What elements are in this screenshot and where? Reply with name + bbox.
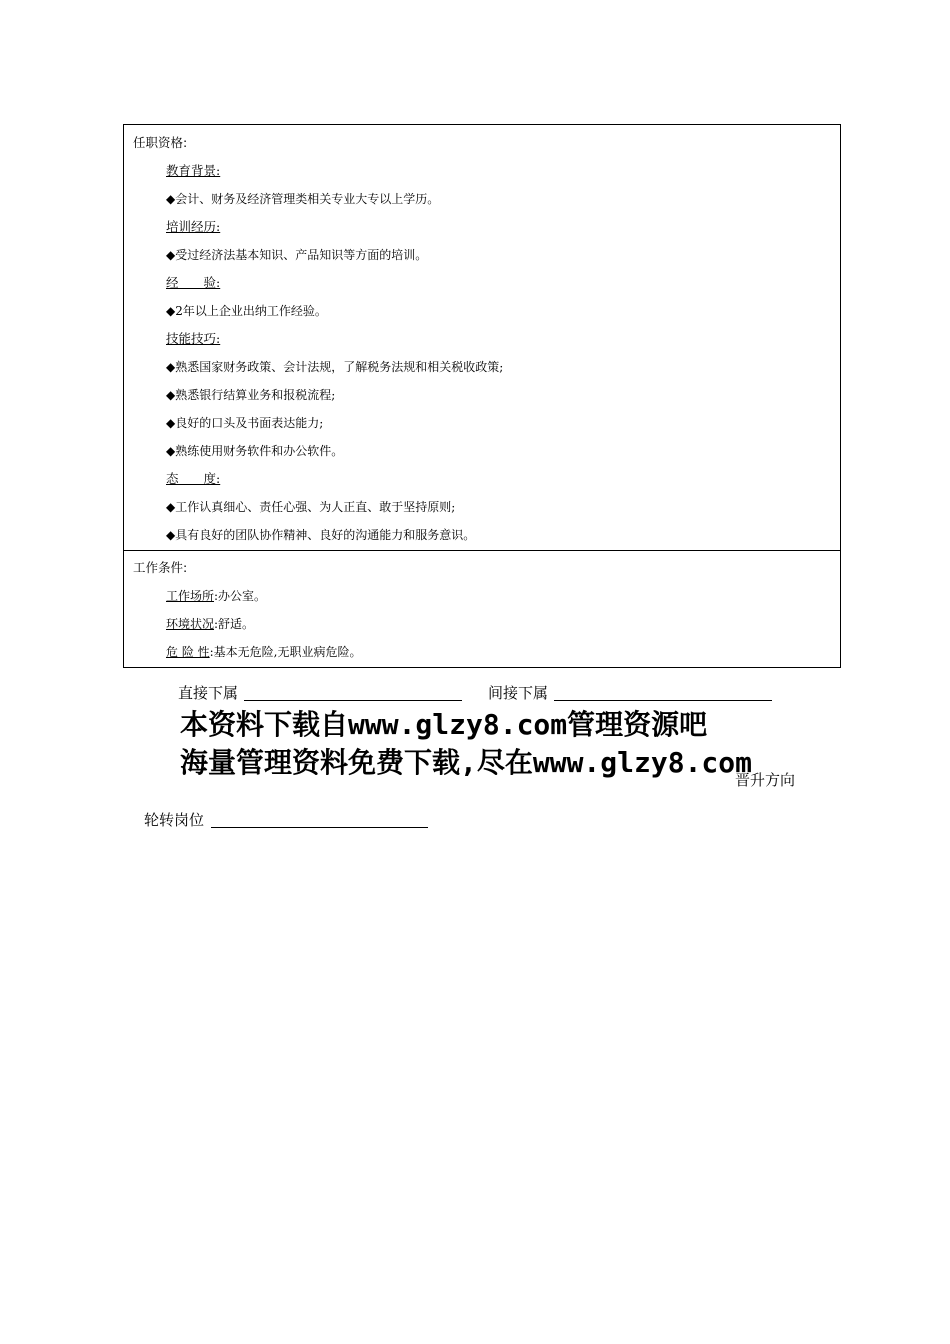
condition-row-workplace [166,588,266,604]
direct-subordinate-label: 直接下属 [178,684,239,702]
qualifications-heading: 任职资格: [133,135,188,150]
job-qualification-table [123,124,841,668]
watermark-line-2: 海量管理资料免费下载,尽在www.glzy8.com [180,746,753,779]
skills-item: ◆良好的口头及书面表达能力; [166,416,324,430]
attitude-label: 态 度: [166,471,221,486]
rotation-line [211,827,428,828]
condition-value: :办公室。 [214,589,267,603]
conditions-heading: 工作条件: [133,560,188,575]
promotion-label: 晋升方向 [735,771,796,789]
skills-label: 技能技巧: [166,331,221,346]
education-item: ◆会计、财务及经济管理类相关专业大专以上学历。 [166,192,440,206]
experience-item: ◆2年以上企业出纳工作经验。 [166,304,327,318]
direct-subordinate-line [244,700,462,701]
training-item: ◆受过经济法基本知识、产品知识等方面的培训。 [166,248,428,262]
training-label: 培训经历: [166,219,221,234]
attitude-item: ◆具有良好的团队协作精神、良好的沟通能力和服务意识。 [166,528,476,542]
attitude-item: ◆工作认真细心、责任心强、为人正直、敢于坚持原则; [166,500,456,514]
condition-value: :基本无危险,无职业病危险。 [209,645,362,659]
indirect-subordinate-line [554,700,772,701]
skills-item: ◆熟悉国家财务政策、会计法规，了解税务法规和相关税收政策; [166,360,504,374]
education-label: 教育背景: [166,163,221,178]
condition-value: :舒适。 [214,617,255,631]
table-divider [124,550,840,551]
condition-label: 危 险 性 [166,645,210,659]
condition-row-hazard [166,644,362,660]
condition-row-environment [166,616,254,632]
skills-item: ◆熟练使用财务软件和办公软件。 [166,444,344,458]
skills-item: ◆熟悉银行结算业务和报税流程; [166,388,336,402]
condition-label: 环境状况 [166,617,215,631]
rotation-label: 轮转岗位 [144,811,205,829]
condition-label: 工作场所 [166,589,215,603]
indirect-subordinate-label: 间接下属 [488,684,549,702]
experience-label: 经 验: [166,275,221,290]
watermark-line-1: 本资料下载自www.glzy8.com管理资源吧 [180,708,708,741]
